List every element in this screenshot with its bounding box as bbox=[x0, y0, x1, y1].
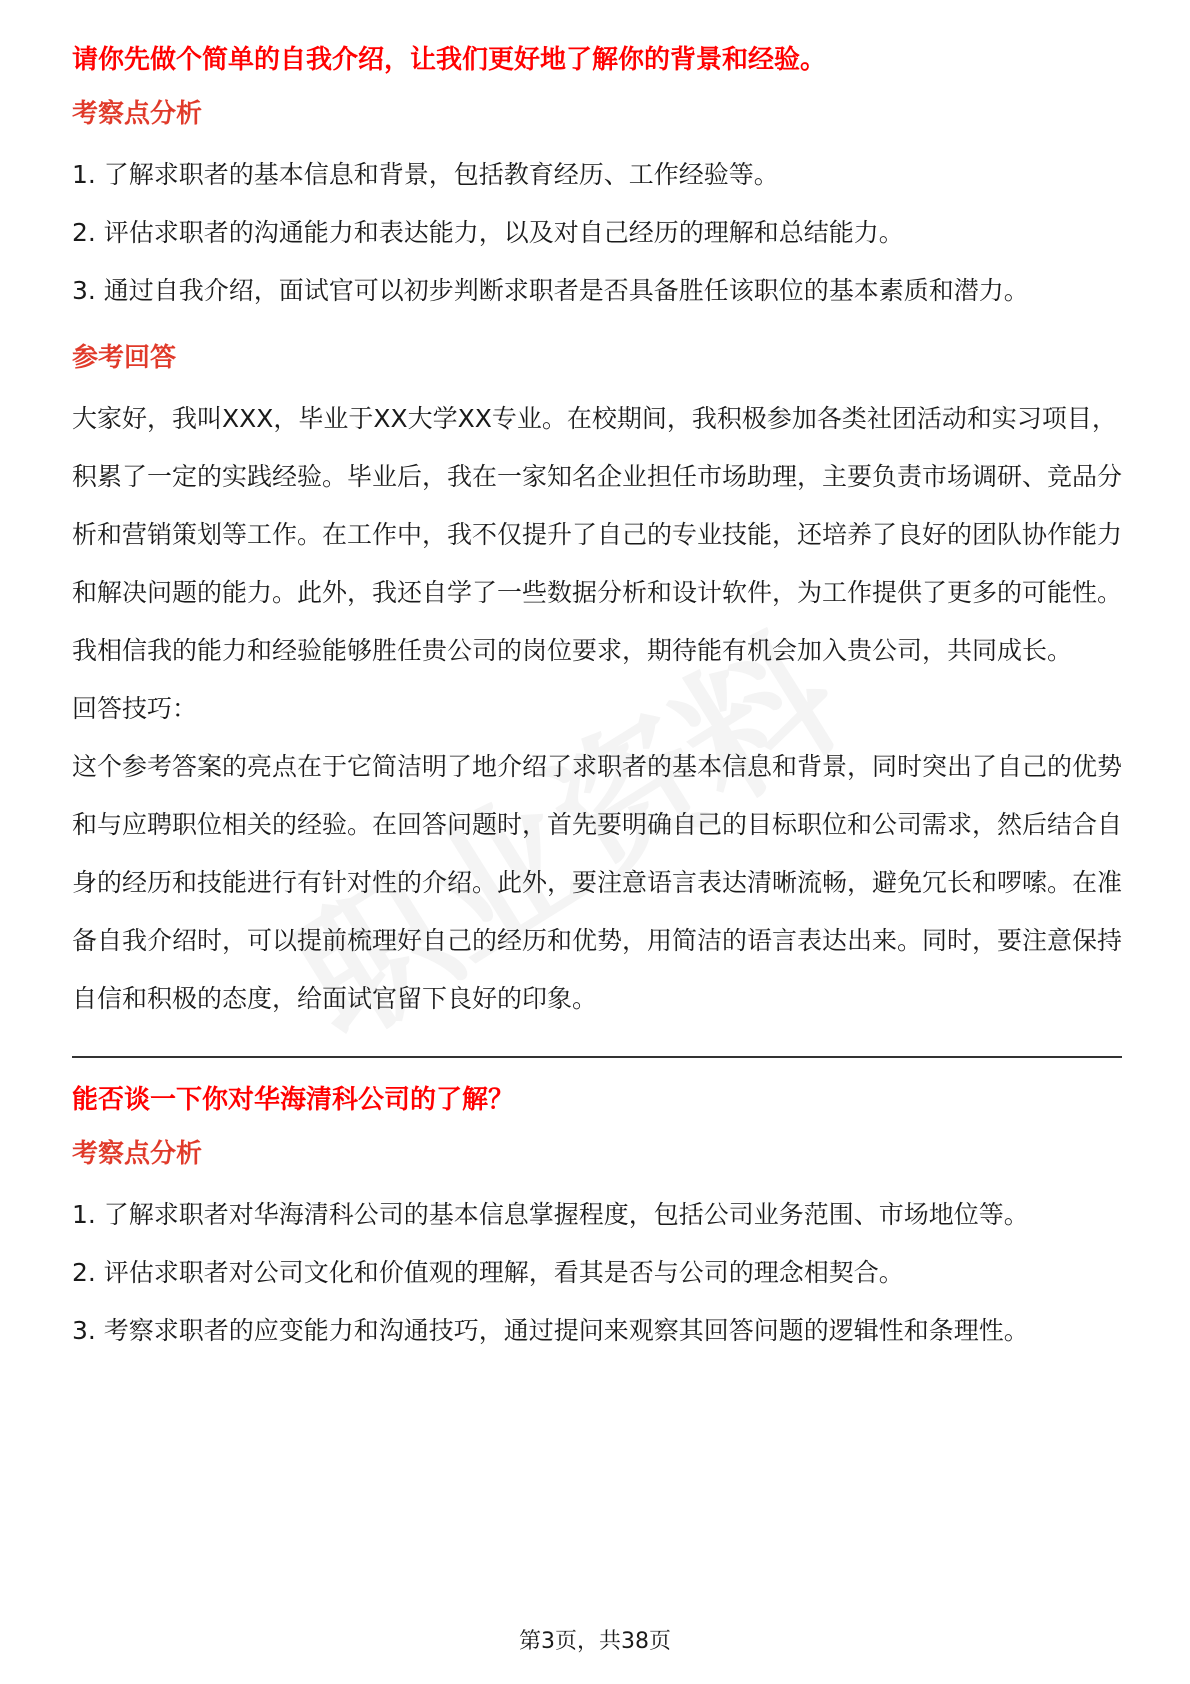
q2-analysis-heading: 考察点分析 bbox=[72, 1139, 203, 1169]
q1-analysis-item-1: 1. 了解求职者的基本信息和背景，包括教育经历、工作经验等。 bbox=[72, 160, 779, 189]
question-1-title: 请你先做个简单的自我介绍，让我们更好地了解你的背景和经验。 bbox=[72, 45, 827, 75]
q1-answer-text: 大家好，我叫XXX，毕业于XX大学XX专业。在校期间，我积极参加各类社团活动和实习项目，积累了一定的实践经验。毕业后，我在一家知名企业担任市场助理，主要负责市场调研、竞品分析和营销策划等工作。在工作中，我不仅提升了自己的专业技能，还培养了良好的团队协作能力和解决问题的能力。此外，我还自学了一些数据分析和设计软件，为工作提供了更多的可能性。我相信我的能力和经验能够胜任贵公司的岗位要求，期待能有机会加入贵公司，共同成长。 bbox=[72, 404, 1123, 665]
q1-answer-heading: 参考回答 bbox=[72, 343, 177, 373]
q1-tips-text: 这个参考答案的亮点在于它简洁明了地介绍了求职者的基本信息和背景，同时突出了自己的优势和与应聘职位相关的经验。在回答问题时，首先要明确自己的目标职位和公司需求，然后结合自身的经历和技能进行有针对性的介绍。此外，要注意语言表达清晰流畅，避免冗长和啰嗦。在准备自我介绍时，可以提前梳理好自己的经历和优势，用简洁的语言表达出来。同时，要注意保持自信和积极的态度，给面试官留下良好的印象。 bbox=[72, 752, 1123, 1013]
section-divider bbox=[72, 1056, 1122, 1058]
page-content bbox=[72, 40, 1122, 1360]
q1-analysis-heading: 考察点分析 bbox=[72, 99, 203, 129]
page-number: 第3页，共38页 bbox=[519, 1629, 671, 1654]
q2-analysis-item-3: 3. 考察求职者的应变能力和沟通技巧，通过提问来观察其回答问题的逻辑性和条理性。 bbox=[72, 1316, 1029, 1345]
q2-analysis-item-2: 2. 评估求职者对公司文化和价值观的理解，看其是否与公司的理念相契合。 bbox=[72, 1258, 904, 1287]
q2-analysis-item-1: 1. 了解求职者对华海清科公司的基本信息掌握程度，包括公司业务范围、市场地位等。 bbox=[72, 1200, 1029, 1229]
q1-analysis-item-3: 3. 通过自我介绍，面试官可以初步判断求职者是否具备胜任该职位的基本素质和潜力。 bbox=[72, 276, 1029, 305]
q1-tips-heading: 回答技巧： bbox=[72, 694, 198, 723]
question-2-title: 能否谈一下你对华海清科公司的了解？ bbox=[72, 1085, 515, 1115]
q1-analysis-item-2: 2. 评估求职者的沟通能力和表达能力，以及对自己经历的理解和总结能力。 bbox=[72, 218, 904, 247]
